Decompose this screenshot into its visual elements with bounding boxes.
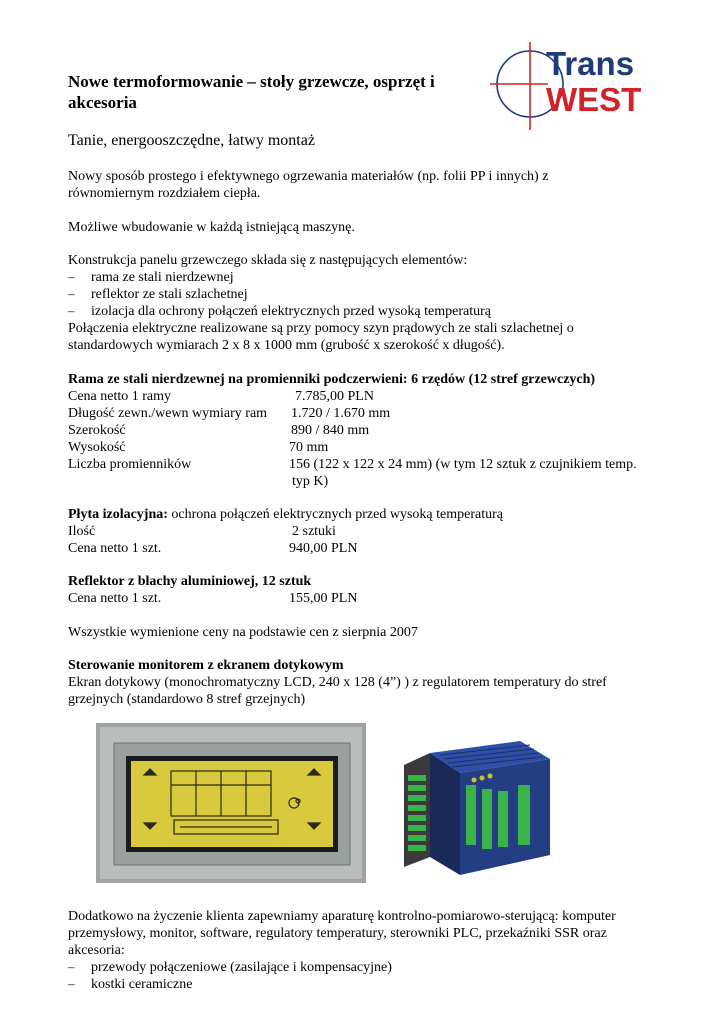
- spec-value: 2 sztuki: [292, 524, 336, 539]
- spec-value: 7.785,00 PLN: [295, 389, 374, 404]
- extra-text: Dodatkowo na życzenie klienta zapewniamy aparaturę kontrolno-pomiarowo-sterującą: komputer przemysłowy, monitor, software, regulatory temperatury, sterowniki PLC, przekaźniki SSR oraz akcesoria:: [68, 909, 616, 958]
- spec-value: 1.720 / 1.670 mm: [291, 406, 391, 421]
- spec-label: Długość zewn./wewn wymiary ram: [68, 406, 268, 421]
- intro-paragraph: Nowy sposób prostego i efektywnego ogrzewania materiałów (np. folii PP i innych) z równomiernym rozdziałem ciepła.: [68, 169, 549, 201]
- list-bullet: –: [68, 303, 75, 318]
- reflector-heading: Reflektor z blachy aluminiowej, 12 sztuk: [68, 574, 312, 589]
- construction-item: izolacja dla ochrony połączeń elektrycznych przed wysoką temperaturą: [91, 304, 491, 319]
- insulation-heading-rest: ochrona połączeń elektrycznych przed wysoką temperaturą: [167, 507, 503, 522]
- spec-label: Ilość: [68, 524, 96, 539]
- controller-image: [400, 735, 552, 881]
- spec-label: Szerokość: [68, 423, 126, 438]
- spec-value: 156 (122 x 122 x 24 mm) (w tym 12 sztuk z czujnikiem temp.: [289, 457, 637, 472]
- spec-value: 70 mm: [289, 440, 329, 455]
- logo-west-text: WEST: [546, 81, 642, 118]
- construction-item: rama ze stali nierdzewnej: [91, 270, 234, 285]
- spec-label: Liczba promienników: [68, 457, 192, 472]
- list-bullet: –: [68, 959, 75, 974]
- insulation-heading-line: [68, 506, 503, 523]
- subtitle: Tanie, energooszczędne, łatwy montaż: [68, 132, 315, 149]
- spec-label: Wysokość: [68, 440, 126, 455]
- extra-item: kostki ceramiczne: [91, 977, 193, 992]
- spec-label: Cena netto 1 szt.: [68, 541, 162, 556]
- spec-value: 940,00 PLN: [289, 541, 358, 556]
- control-heading: Sterowanie monitorem z ekranem dotykowym: [68, 658, 344, 673]
- construction-item: reflektor ze stali szlachetnej: [91, 287, 248, 302]
- insulation-heading: Płyta izolacyjna:: [68, 507, 168, 522]
- spec-value-continued: typ K): [292, 474, 329, 489]
- spec-label: Cena netto 1 szt.: [68, 591, 162, 606]
- spec-label: Cena netto 1 ramy: [68, 389, 172, 404]
- page-title: Nowe termoformowanie – stoły grzewcze, osprzęt i akcesoria: [68, 72, 435, 112]
- logo-trans-text: Trans: [546, 45, 635, 82]
- builtin-paragraph: Możliwe wbudowanie w każdą istniejącą maszynę.: [68, 220, 355, 235]
- construction-note: Połączenia elektryczne realizowane są przy pomocy szyn prądowych ze stali szlachetnej o standardowych wymiarach 2 x 8 x 1000 mm (grubość x szerokość x długość).: [68, 321, 574, 353]
- extra-item: przewody połączeniowe (zasilające i kompensacyjne): [91, 960, 392, 975]
- list-bullet: –: [68, 286, 75, 301]
- transwest-logo: [490, 40, 665, 132]
- list-bullet: –: [68, 269, 75, 284]
- prices-note: Wszystkie wymienione ceny na podstawie cen z sierpnia 2007: [68, 625, 418, 640]
- spec-value: 890 / 840 mm: [291, 423, 370, 438]
- control-text: Ekran dotykowy (monochromatyczny LCD, 240 x 128 (4”) ) z regulatorem temperatury do stref grzejnych (standardowo 8 stref grzejnych): [68, 675, 607, 707]
- construction-lead: Konstrukcja panelu grzewczego składa się z następujących elementów:: [68, 253, 468, 268]
- frame-heading: Rama ze stali nierdzewnej na promienniki podczerwieni: 6 rzędów (12 stref grzewczych): [68, 372, 596, 387]
- spec-value: 155,00 PLN: [289, 591, 358, 606]
- list-bullet: –: [68, 976, 75, 991]
- touch-panel-image: [96, 723, 366, 883]
